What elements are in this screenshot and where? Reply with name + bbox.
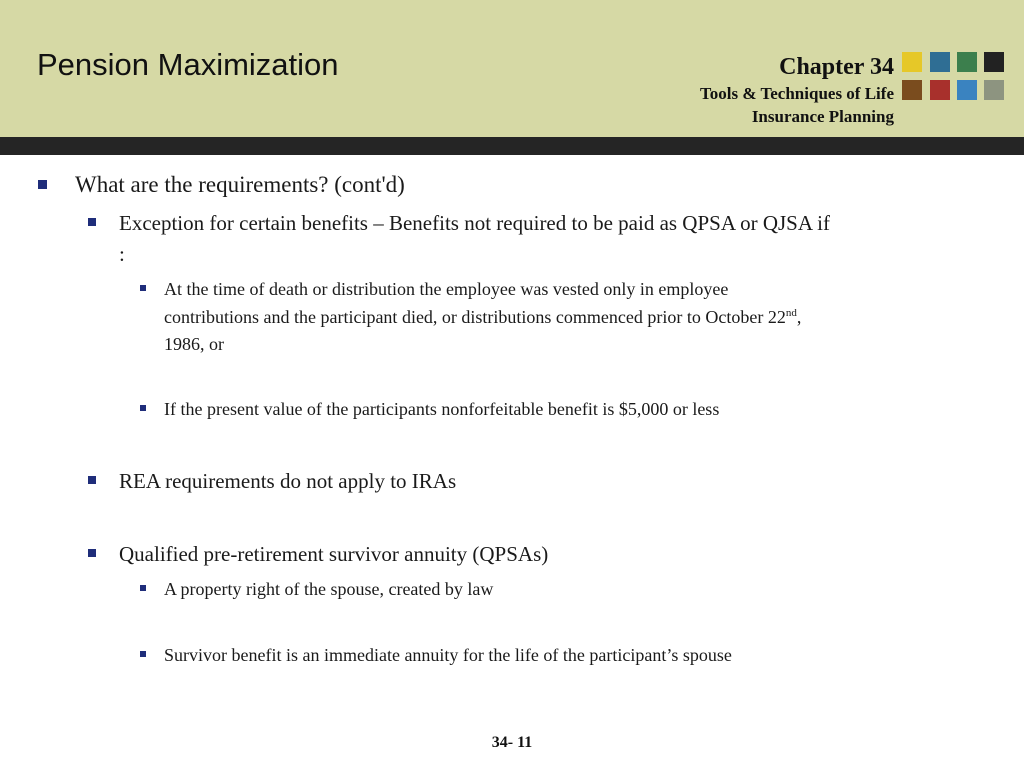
chapter-subtitle-line1: Tools & Techniques of Life bbox=[700, 84, 894, 103]
slide-title: Pension Maximization bbox=[37, 47, 339, 82]
bullet-rea-requirements: REA requirements do not apply to IRAs bbox=[119, 469, 457, 493]
bullet-square-icon bbox=[140, 405, 146, 411]
bullet-exception-line1: Exception for certain benefits – Benefits not required to be paid as QPSA or QJSA if bbox=[119, 211, 830, 235]
page-number: 34- 11 bbox=[491, 734, 533, 751]
bullet-requirements: What are the requirements? (cont'd) bbox=[75, 172, 405, 197]
bullet-square-icon bbox=[38, 180, 47, 189]
bullet-vested-line1: At the time of death or distribution the employee was vested only in employee bbox=[164, 279, 729, 299]
bullet-square-icon bbox=[140, 651, 146, 657]
bullet-square-icon bbox=[88, 549, 96, 557]
chapter-title: Chapter 34 bbox=[779, 54, 894, 80]
bullet-square-icon bbox=[88, 218, 96, 226]
bullet-square-icon bbox=[88, 476, 96, 484]
bullet-vested-line2 bbox=[164, 307, 801, 328]
bullet-property-right: A property right of the spouse, created by law bbox=[164, 579, 494, 599]
bullet-exception-line2: : bbox=[119, 242, 125, 266]
ordinal-suffix: nd bbox=[785, 307, 797, 319]
chapter-subtitle-line2: Insurance Planning bbox=[751, 107, 894, 126]
bullet-vested-line2-text: contributions and the participant died, or distributions commenced prior to October 22 bbox=[164, 307, 786, 327]
bullet-square-icon bbox=[140, 585, 146, 591]
bullet-square-icon bbox=[140, 285, 146, 291]
bullet-vested-line3: 1986, or bbox=[164, 334, 224, 354]
bullet-survivor-benefit: Survivor benefit is an immediate annuity for the life of the participant’s spouse bbox=[164, 645, 732, 665]
bullet-present-value: If the present value of the participants nonforfeitable benefit is $5,000 or less bbox=[164, 399, 720, 419]
bullet-qpsa: Qualified pre-retirement survivor annuity (QPSAs) bbox=[119, 542, 549, 566]
bullet-vested-line2-comma: , bbox=[796, 307, 802, 327]
